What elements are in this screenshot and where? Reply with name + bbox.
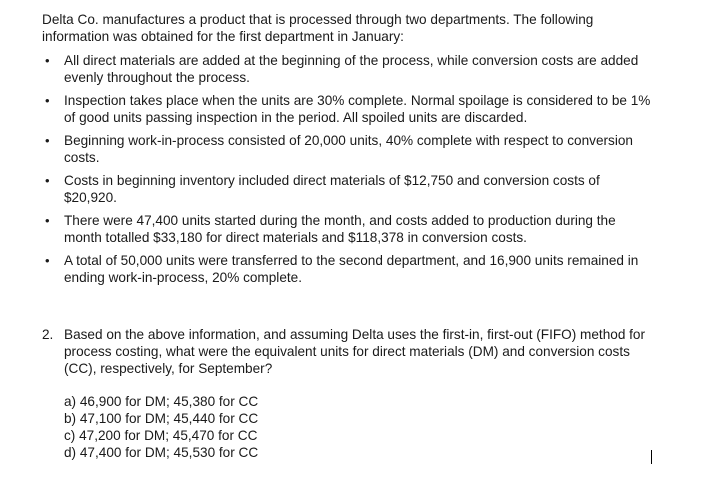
bullet-icon: • <box>45 93 50 108</box>
list-item <box>42 252 652 286</box>
answer-option-d[interactable]: d) 47,400 for DM; 45,530 for CC <box>64 445 259 460</box>
list-item <box>42 92 652 126</box>
list-item <box>42 172 652 206</box>
text-cursor-icon <box>651 450 652 464</box>
bullet-text: There were 47,400 units started during the month, and costs added to production during the month totalled $33,180 for direct materials and $118,378 in conversion costs. <box>64 213 616 245</box>
list-item <box>42 132 652 166</box>
bullet-text: Inspection takes place when the units are 30% complete. Normal spoilage is considered to be 1% of good units passing inspection in the period. All spoiled units are discarded. <box>64 93 651 125</box>
bullet-text: All direct materials are added at the beginning of the process, while conversion costs are added evenly throughout the process. <box>64 53 639 85</box>
answer-option-b[interactable]: b) 47,100 for DM; 45,440 for CC <box>64 411 259 426</box>
bullet-icon: • <box>45 213 50 228</box>
question-block <box>42 326 652 377</box>
facts-list <box>42 52 652 292</box>
bullet-text: Beginning work-in-process consisted of 20,000 units, 40% complete with respect to conversion costs. <box>64 133 633 165</box>
bullet-text: Costs in beginning inventory included direct materials of $12,750 and conversion costs of $20,920. <box>64 173 600 205</box>
bullet-icon: • <box>45 53 50 68</box>
bullet-icon: • <box>45 133 50 148</box>
bullet-icon: • <box>45 253 50 268</box>
list-item <box>42 52 652 86</box>
bullet-text: A total of 50,000 units were transferred to the second department, and 16,900 units remained in ending work-in-process, 20% complete. <box>64 253 639 285</box>
answer-option-c[interactable]: c) 47,200 for DM; 45,470 for CC <box>64 428 258 443</box>
answer-options <box>64 393 258 461</box>
bullet-icon: • <box>45 173 50 188</box>
intro-paragraph: Delta Co. manufactures a product that is processed through two departments. The following information was obtained for the first department in January: <box>42 12 594 44</box>
question-number: 2. <box>42 327 54 342</box>
list-item <box>42 212 652 246</box>
answer-option-a[interactable]: a) 46,900 for DM; 45,380 for CC <box>64 394 259 409</box>
question-text: Based on the above information, and assuming Delta uses the first-in, first-out (FIFO) method for process costing, what were the equivalent units for direct materials (DM) and conversion costs (CC), respectively, for September? <box>64 327 646 376</box>
